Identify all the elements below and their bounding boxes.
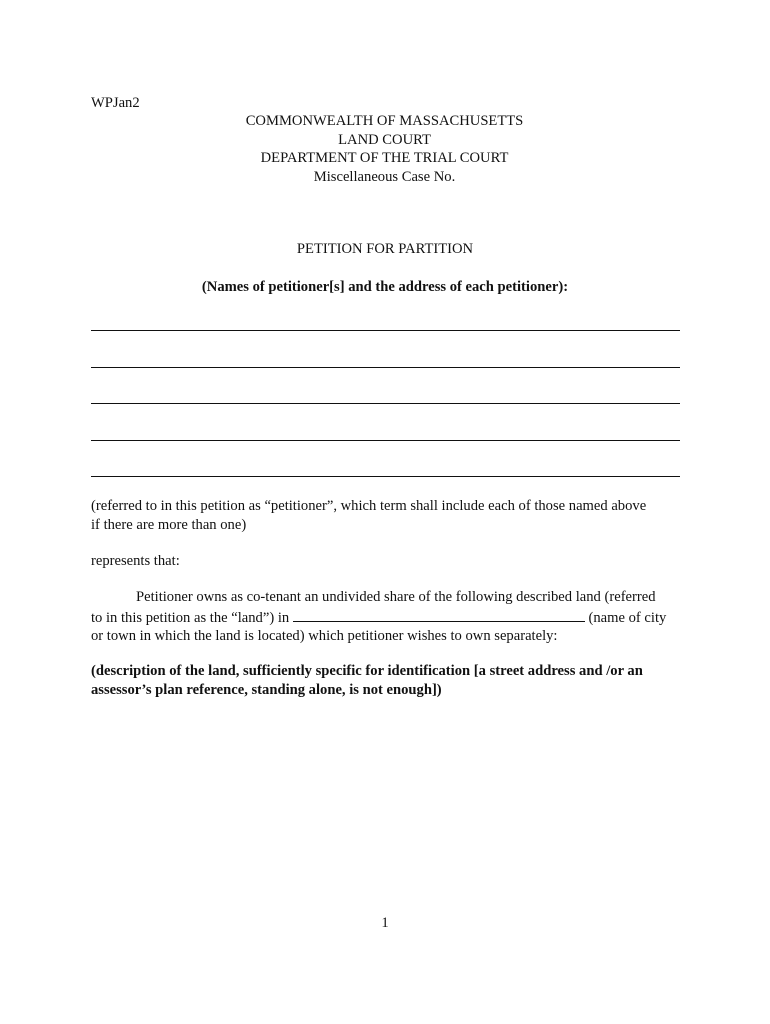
owns-line-3: or town in which the land is located) which petitioner wishes to own separately: xyxy=(91,628,558,644)
represents-text: represents that: xyxy=(91,553,180,569)
petitioner-name-line-4[interactable] xyxy=(91,440,680,441)
referred-line-2: if there are more than one) xyxy=(91,516,247,533)
header-land-court: LAND COURT xyxy=(338,131,431,148)
header-case-number: Miscellaneous Case No. xyxy=(313,168,456,185)
petitioner-name-line-2[interactable] xyxy=(91,367,680,368)
petitioner-name-line-1[interactable] xyxy=(91,330,680,331)
court-header xyxy=(0,112,770,186)
petitioner-name-line-5[interactable] xyxy=(91,476,680,477)
ownership-paragraph xyxy=(91,588,691,646)
petition-title: PETITION FOR PARTITION xyxy=(296,241,474,257)
land-description-instruction xyxy=(91,662,691,699)
petitioner-name-line-3[interactable] xyxy=(91,403,680,404)
header-department: DEPARTMENT OF THE TRIAL COURT xyxy=(260,150,509,166)
header-commonwealth: COMMONWEALTH OF MASSACHUSETTS xyxy=(245,113,524,129)
form-code: WPJan2 xyxy=(91,95,140,111)
owns-line-2-start: to in this petition as the “land”) in xyxy=(91,609,293,626)
owns-line-1: Petitioner owns as co-tenant an undivided share of the following described land (referred xyxy=(136,589,656,605)
page-number: 1 xyxy=(381,915,389,931)
names-heading: (Names of petitioner[s] and the address of each petitioner): xyxy=(201,279,569,295)
description-line-1: (description of the land, sufficiently specific for identification [a street address and /or an xyxy=(91,663,643,679)
city-town-blank[interactable] xyxy=(293,607,585,622)
owns-line-2-end: (name of city xyxy=(584,609,667,626)
description-line-2: assessor’s plan reference, standing alone, is not enough]) xyxy=(91,681,442,698)
referred-line-1: (referred to in this petition as “petitioner”, which term shall include each of those named above xyxy=(91,498,647,514)
referred-paragraph xyxy=(91,497,691,534)
